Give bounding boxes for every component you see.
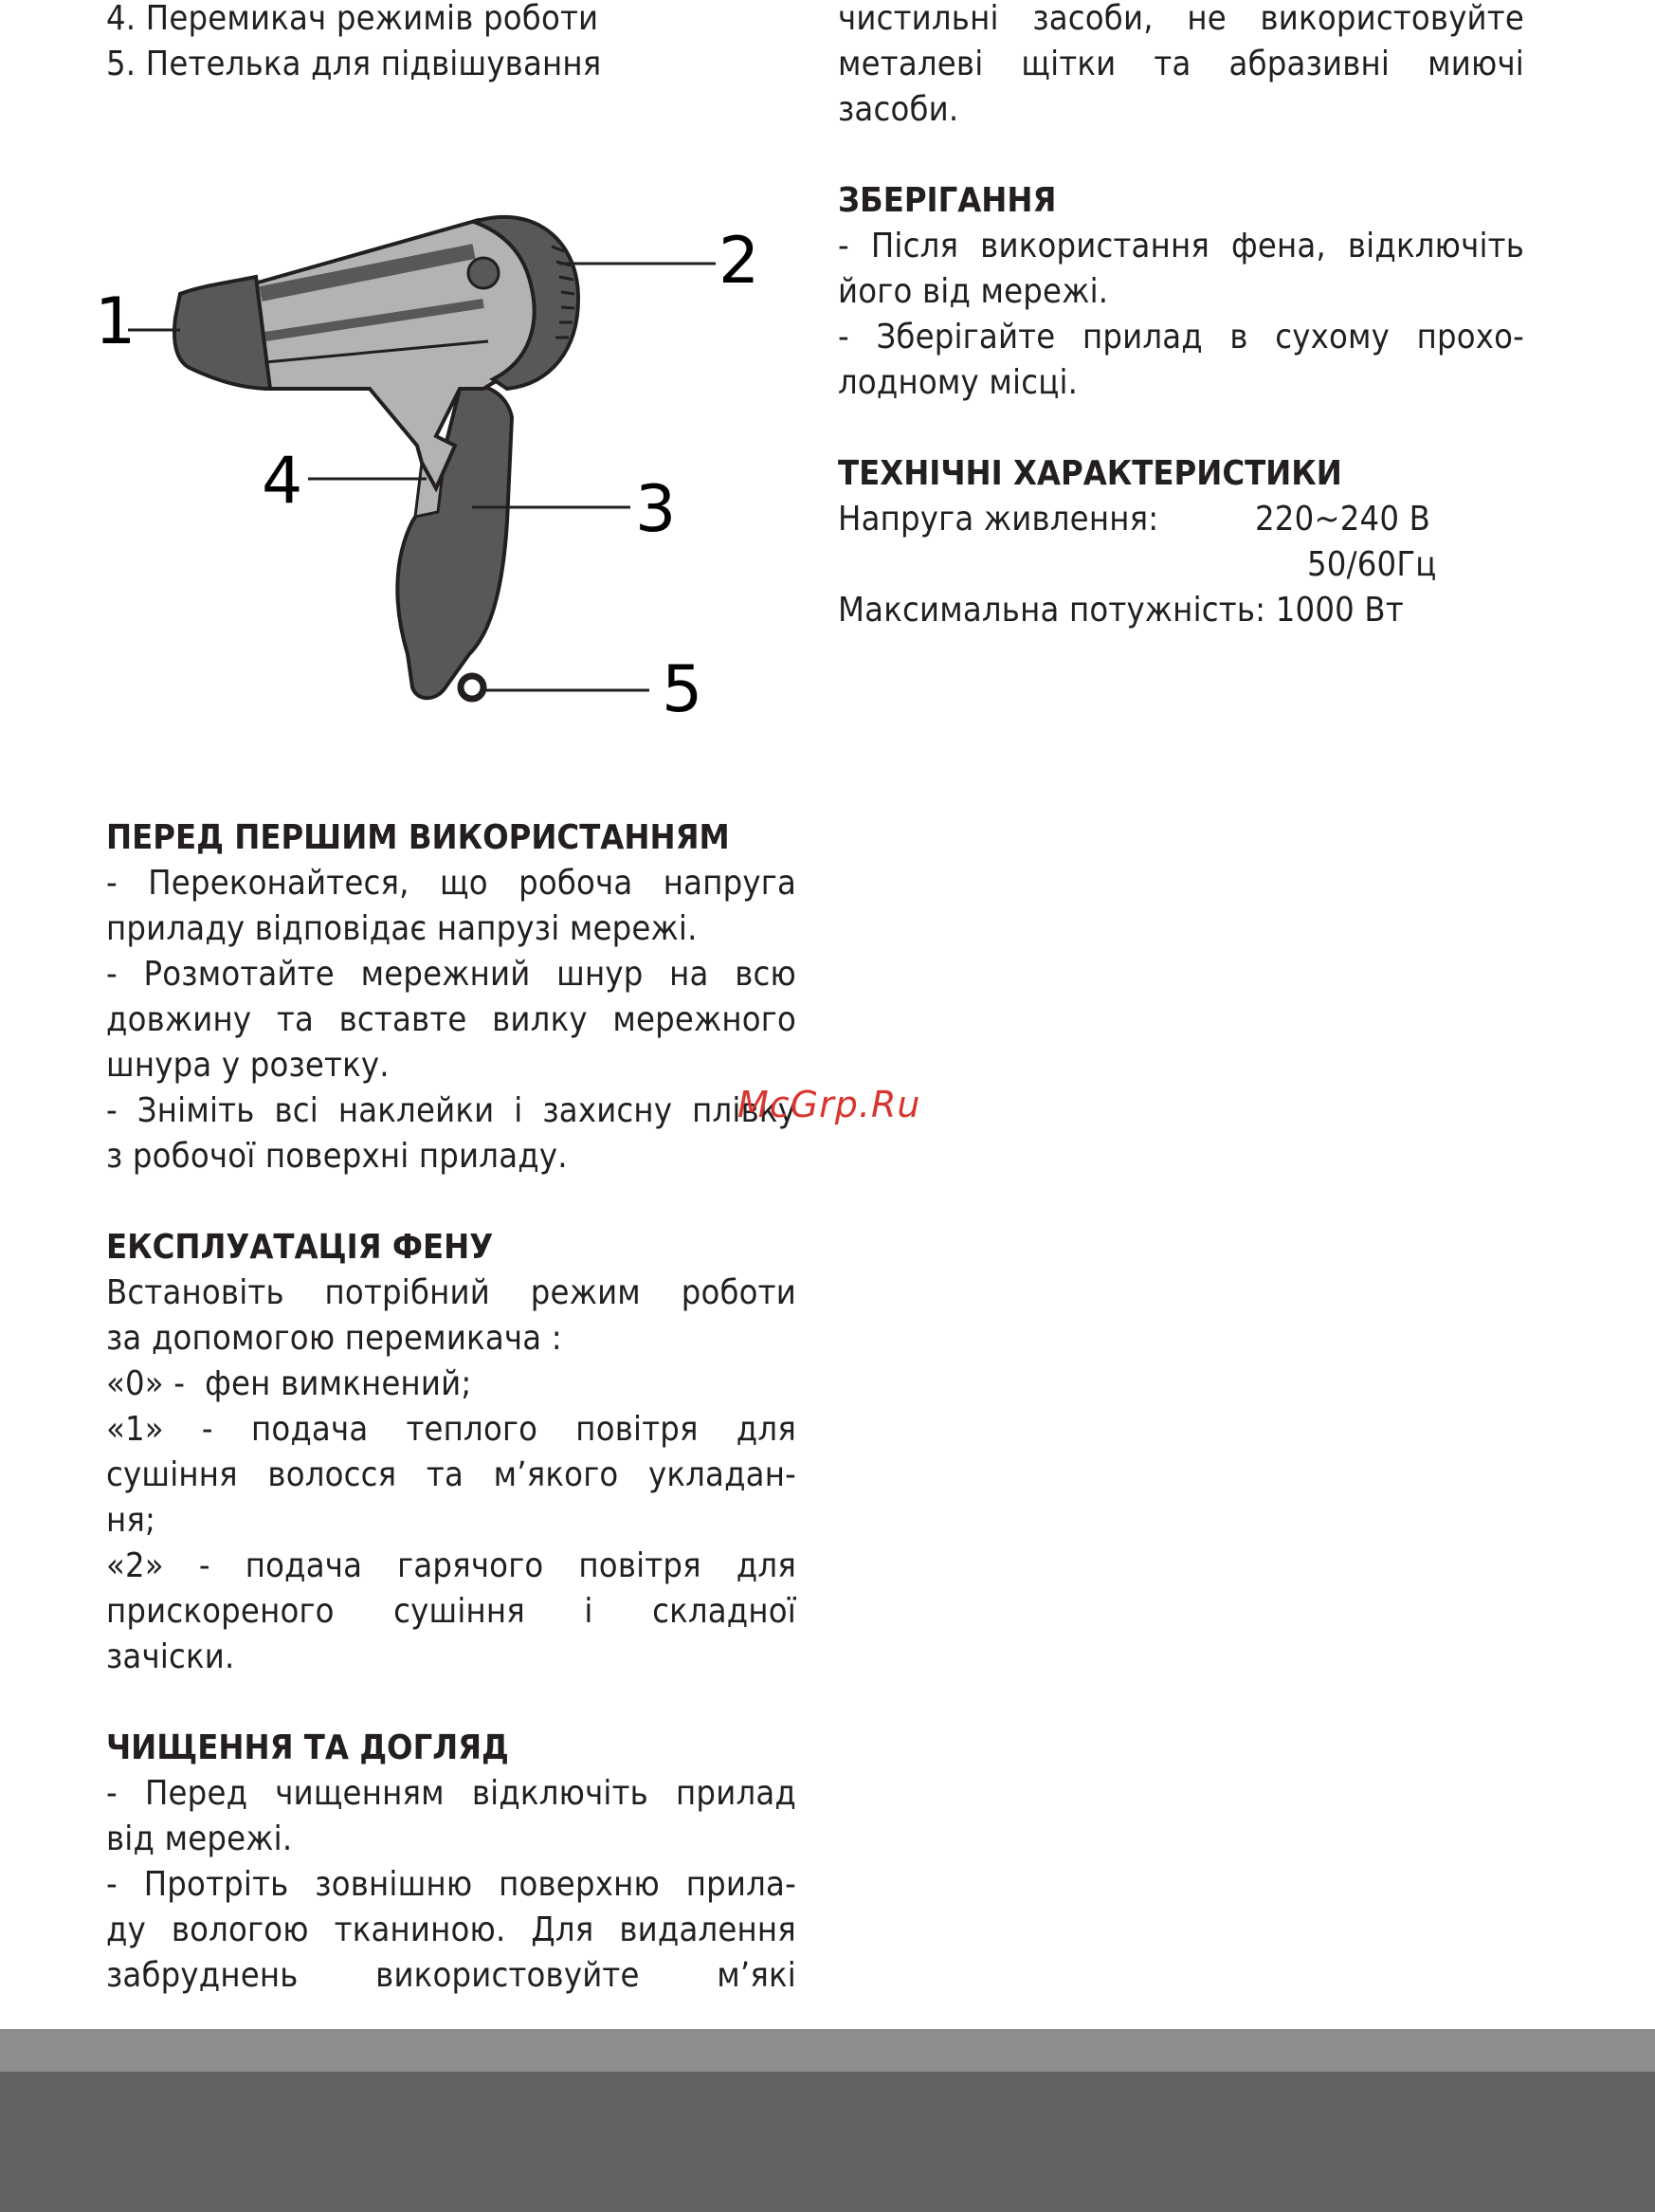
callout-number-2: 2 [718, 224, 760, 299]
dryer-nozzle [174, 277, 270, 389]
cleaning-continuation [838, 0, 1524, 133]
spec-voltage-row [838, 497, 1524, 542]
section-heading: ЗБЕРІГАННЯ [838, 181, 1057, 220]
hang-loop [461, 676, 483, 699]
spec-frequency-value: 50/60Гц [1307, 545, 1437, 584]
footer-band-light [0, 2029, 1655, 2072]
text-line: - Протріть зовнішню поверхню прила- [106, 1865, 796, 1904]
section-specs [838, 451, 1524, 633]
text-line: Встановіть потрібний режим роботи [106, 1273, 796, 1312]
hair-dryer-figure [85, 199, 787, 740]
text-line: за допомогою перемикача : [106, 1319, 562, 1358]
parts-list [106, 0, 796, 87]
callout-number-4: 4 [262, 444, 303, 519]
callout-number-3: 3 [635, 472, 677, 547]
section-operation [106, 1225, 796, 1680]
text-line: «0» - фен вимкнений; [106, 1364, 472, 1403]
section-cleaning [106, 1726, 796, 1999]
text-line: приладу відповідає напрузі мережі. [106, 909, 698, 948]
spec-power-line: Максимальна потужність: 1000 Вт [838, 591, 1404, 630]
footer-band-dark [0, 2072, 1655, 2212]
section-heading: ЕКСПЛУАТАЦІЯ ФЕНУ [106, 1228, 494, 1267]
text-line: засоби. [838, 90, 959, 129]
text-line: - Перед чищенням відключіть прилад [106, 1774, 796, 1813]
text-line: від мережі. [106, 1819, 293, 1858]
text-line: - Переконайтеся, що робоча напруга [106, 864, 796, 903]
text-line: забруднень використовуйте м’які [106, 1956, 796, 1995]
section-heading: ПЕРЕД ПЕРШИМ ВИКОРИСТАННЯМ [106, 818, 730, 857]
text-line: - Зніміть всі наклейки і захисну плівку [106, 1091, 796, 1130]
text-line: сушіння волосся та м’якого укладан- [106, 1455, 796, 1494]
text-line: - Зберігайте прилад в сухому прохо- [838, 318, 1524, 356]
left-sections [106, 815, 796, 1999]
list-item: 5. Петелька для підвішування [106, 45, 602, 83]
text-line: ня; [106, 1501, 156, 1540]
text-line: шнура у розетку. [106, 1046, 390, 1085]
text-line: з робочої поверхні приладу. [106, 1137, 568, 1176]
text-line: зачіски. [106, 1637, 235, 1676]
text-line: прискореного сушіння і складної [106, 1592, 796, 1631]
hair-dryer-illustration [85, 199, 787, 740]
text-line: «1» - подача теплого повітря для [106, 1410, 796, 1449]
spec-frequency-row [838, 542, 1524, 588]
dryer-indicator [468, 258, 499, 288]
watermark: McGrp.Ru [737, 1084, 921, 1125]
text-line: ду вологою тканиною. Для видалення [106, 1910, 796, 1949]
callout-number-5: 5 [662, 652, 703, 727]
section-heading: ТЕХНІЧНІ ХАРАКТЕРИСТИКИ [838, 454, 1342, 493]
text-line: чистильні засоби, не використовуйте [838, 0, 1524, 38]
section-heading: ЧИЩЕННЯ ТА ДОГЛЯД [106, 1728, 509, 1767]
text-line: «2» - подача гарячого повітря для [106, 1546, 796, 1585]
section-before-first-use [106, 815, 796, 1179]
callout-number-1: 1 [95, 284, 136, 359]
text-line: - Розмотайте мережний шнур на всю [106, 955, 796, 994]
text-line: його від мережі. [838, 272, 1109, 311]
text-line: - Після використання фена, відключіть [838, 227, 1524, 265]
spec-voltage-value: 220~240 В [1255, 500, 1431, 539]
list-item: 4. Перемикач режимів роботи [106, 0, 599, 38]
right-column [838, 0, 1524, 633]
text-line: металеві щітки та абразивні миючі [838, 45, 1524, 83]
spec-voltage-label: Напруга живлення: [838, 500, 1159, 539]
text-line: лодному місці. [838, 363, 1079, 402]
text-line: довжину та вставте вилку мережного [106, 1000, 796, 1039]
section-storage [838, 178, 1524, 406]
